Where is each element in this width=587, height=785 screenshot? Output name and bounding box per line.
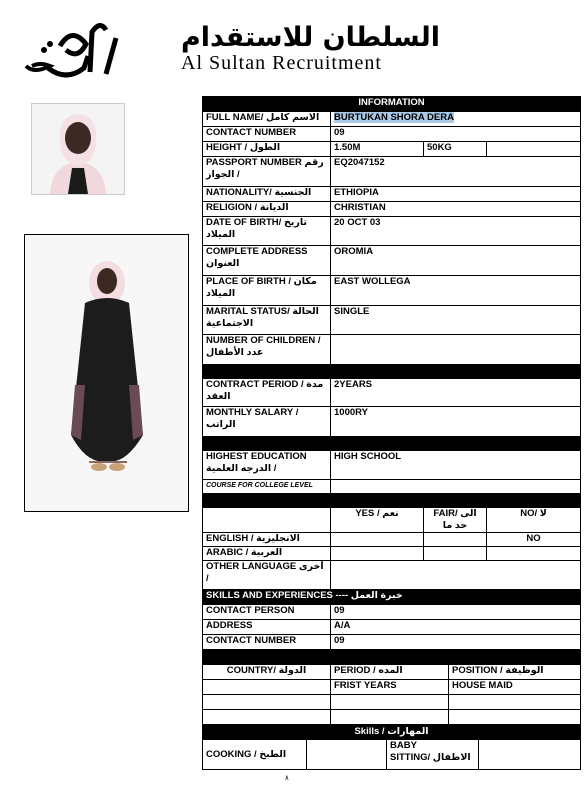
exp-contact-number-value: 09 [331, 635, 581, 650]
religion-value: CHRISTIAN [331, 202, 581, 217]
arabic-label: ARABIC / العربية [203, 547, 331, 561]
contact-number-value: 09 [331, 127, 581, 142]
application-form [202, 96, 580, 770]
cooking-value [307, 740, 387, 770]
full-name-value: BURTUKAN SHORA DERA [334, 112, 454, 123]
position-header: POSITION / الوظيفة [449, 665, 581, 680]
no-header: NO/ لا [487, 508, 581, 533]
separator-bar [203, 365, 581, 379]
portrait-photo [31, 103, 125, 195]
dob-label: DATE OF BIRTH/ تاريخ الميلاد [203, 217, 331, 246]
section-skills: Skills / المهارات [203, 726, 581, 740]
dob-value: 20 OCT 03 [331, 217, 581, 246]
address-value: OROMIA [331, 246, 581, 276]
contact-number-label: CONTACT NUMBER [203, 127, 331, 142]
page-mark: ۸ [285, 775, 289, 782]
marital-status-label: MARITAL STATUS/ الحالة الاجتماعية [203, 306, 331, 335]
contract-period-label: CONTRACT PERIOD / مدة العقد [203, 379, 331, 407]
full-body-photo [24, 234, 189, 512]
nationality-value: ETHIOPIA [331, 187, 581, 202]
other-language-label: OTHER LANGUAGE أخرى / [203, 561, 331, 590]
contact-person-label: CONTACT PERSON [203, 605, 331, 620]
separator-bar [203, 437, 581, 451]
address-label: COMPLETE ADDRESS العنوان [203, 246, 331, 276]
monthly-salary-label: MONTHLY SALARY / الراتب [203, 407, 331, 437]
contract-period-value: 2YEARS [331, 379, 581, 407]
passport-value: EQ2047152 [331, 157, 581, 187]
contact-person-value: 09 [331, 605, 581, 620]
full-name-label: FULL NAME/ الاسم كامل [203, 112, 331, 127]
position-value: HOUSE MAID [449, 680, 581, 695]
brand-arabic: السلطان للاستقدام [180, 22, 440, 53]
cooking-label: COOKING / الطبخ [203, 740, 307, 770]
religion-label: RELIGION / الديانة [203, 202, 331, 217]
exp-contact-number-label: CONTACT NUMBER [203, 635, 331, 650]
brand-english: Al Sultan Recruitment [181, 52, 382, 74]
baby-sitting-label-line2: SITTING/ الاطفال [390, 752, 471, 763]
education-value: HIGH SCHOOL [331, 451, 581, 480]
separator-bar [203, 494, 581, 508]
period-value: FRIST YEARS [331, 680, 449, 695]
height-label: HEIGHT / الطول [203, 142, 331, 157]
english-label: ENGLISH / الانجليزية [203, 533, 331, 547]
section-skills-experiences: SKILLS AND EXPERIENCES ---- خبرة العمل [203, 590, 581, 605]
fair-header: FAIR/ الى حد ما [424, 508, 487, 533]
country-header: COUNTRY/ الدولة [203, 665, 331, 680]
nationality-label: NATIONALITY/ الجنسية [203, 187, 331, 202]
baby-sitting-value [479, 740, 581, 770]
section-information: INFORMATION [203, 97, 581, 112]
exp-address-value: A/A [331, 620, 581, 635]
monthly-salary-value: 1000RY [331, 407, 581, 437]
separator-bar [203, 650, 581, 664]
yes-header: YES / نعم [331, 508, 424, 533]
place-of-birth-label: PLACE OF BIRTH / مكان الميلاد [203, 276, 331, 306]
exp-address-label: ADDRESS [203, 620, 331, 635]
children-value [331, 335, 581, 365]
english-no: NO [487, 533, 581, 547]
course-label: COURSE FOR COLLEGE LEVEL [203, 480, 331, 494]
baby-sitting-label [387, 740, 479, 770]
brand-logo-icon [20, 16, 124, 86]
period-header: PERIOD / المده [331, 665, 449, 680]
passport-label: PASSPORT NUMBER رقم الجواز / [203, 157, 331, 187]
marital-status-value: SINGLE [331, 306, 581, 335]
weight-value: 50KG [424, 142, 487, 157]
height-value: 1.50M [331, 142, 424, 157]
place-of-birth-value: EAST WOLLEGA [331, 276, 581, 306]
education-label: HIGHEST EDUCATION الدرجه العلمية / [203, 451, 331, 480]
header [0, 0, 587, 92]
baby-sitting-label-line1: BABY [390, 740, 417, 751]
children-label: NUMBER OF CHILDREN / عدد الأطفال [203, 335, 331, 365]
